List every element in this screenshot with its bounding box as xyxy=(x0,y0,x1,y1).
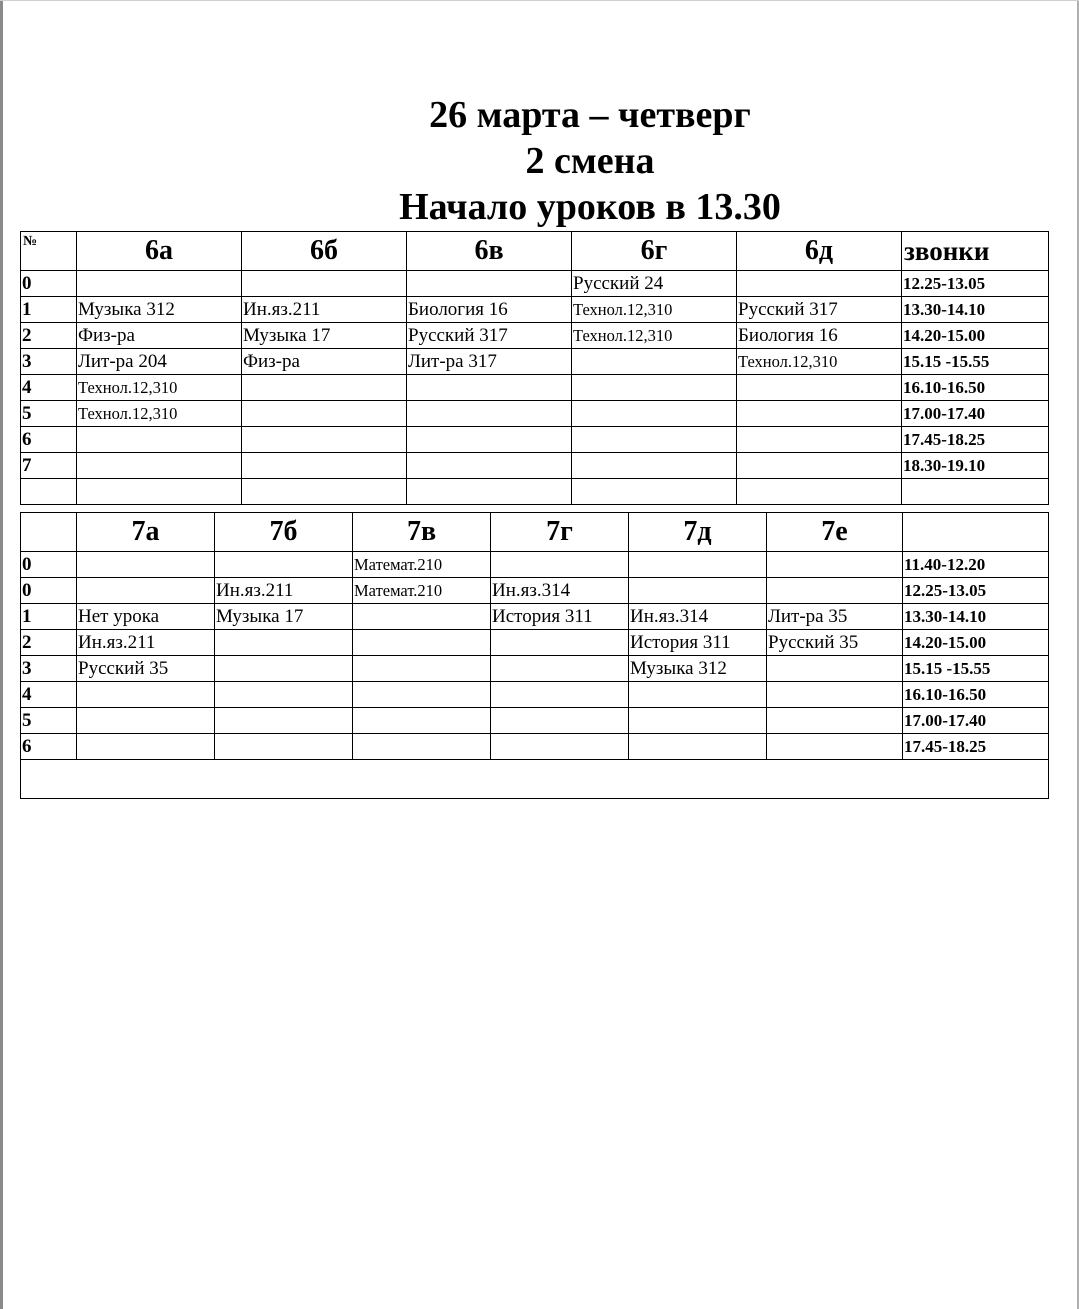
lesson-cell xyxy=(353,734,491,760)
lesson-number: 7 xyxy=(21,453,77,479)
bell-time: 18.30-19.10 xyxy=(902,453,1049,479)
table-row xyxy=(21,349,1049,375)
table-row xyxy=(21,427,1049,453)
lesson-number: 6 xyxy=(21,734,77,760)
lesson-cell xyxy=(215,630,353,656)
lesson-cell: Ин.яз.314 xyxy=(491,578,629,604)
lesson-cell xyxy=(407,427,572,453)
start-time-title: Начало уроков в 13.30 xyxy=(399,186,781,228)
class-header: 6б xyxy=(242,232,407,271)
bell-time: 15.15 -15.55 xyxy=(903,656,1049,682)
lesson-cell xyxy=(77,552,215,578)
table-row xyxy=(21,656,1049,682)
empty-cell xyxy=(572,479,737,505)
lesson-cell: Русский 317 xyxy=(737,297,902,323)
table-row xyxy=(21,578,1049,604)
lesson-cell xyxy=(242,375,407,401)
lesson-cell xyxy=(77,427,242,453)
table-row xyxy=(21,297,1049,323)
lesson-cell: Нет урока xyxy=(77,604,215,630)
table-row xyxy=(21,453,1049,479)
lesson-number: 5 xyxy=(21,708,77,734)
grade6-body xyxy=(21,232,1049,505)
table-row xyxy=(21,271,1049,297)
bell-time: 13.30-14.10 xyxy=(902,297,1049,323)
empty-row xyxy=(21,479,1049,505)
lesson-cell: Физ-ра xyxy=(77,323,242,349)
empty-cell xyxy=(77,479,242,505)
bell-time: 17.45-18.25 xyxy=(903,734,1049,760)
lesson-cell xyxy=(737,401,902,427)
lesson-cell xyxy=(737,271,902,297)
lesson-cell: Технол.12,310 xyxy=(77,401,242,427)
lesson-cell xyxy=(491,682,629,708)
empty-cell xyxy=(242,479,407,505)
table-row xyxy=(21,401,1049,427)
lesson-cell: Биология 16 xyxy=(407,297,572,323)
lesson-cell xyxy=(353,682,491,708)
class-header: 7а xyxy=(77,513,215,552)
lesson-cell: Ин.яз.211 xyxy=(77,630,215,656)
lesson-cell xyxy=(629,682,767,708)
lesson-cell xyxy=(572,453,737,479)
class-header: 7б xyxy=(215,513,353,552)
lesson-cell xyxy=(491,708,629,734)
lesson-cell xyxy=(242,271,407,297)
lesson-cell: Технол.12,310 xyxy=(572,323,737,349)
class-header: 7в xyxy=(353,513,491,552)
lesson-cell xyxy=(767,552,903,578)
empty-cell xyxy=(21,479,77,505)
bell-time: 16.10-16.50 xyxy=(903,682,1049,708)
lesson-cell: Русский 24 xyxy=(572,271,737,297)
schedule-title xyxy=(0,92,1079,230)
lesson-cell xyxy=(491,630,629,656)
lesson-cell xyxy=(767,682,903,708)
lesson-number: 0 xyxy=(21,552,77,578)
class-header: 6а xyxy=(77,232,242,271)
lesson-cell xyxy=(407,453,572,479)
lesson-cell xyxy=(353,656,491,682)
lesson-cell xyxy=(629,734,767,760)
empty-cell xyxy=(737,479,902,505)
grade7-body xyxy=(21,513,1049,799)
lesson-cell: Технол.12,310 xyxy=(737,349,902,375)
bell-time: 11.40-12.20 xyxy=(903,552,1049,578)
lesson-cell: Лит-ра 204 xyxy=(77,349,242,375)
lesson-cell xyxy=(215,682,353,708)
page-edge xyxy=(0,0,1079,1)
lesson-cell xyxy=(767,734,903,760)
lesson-cell xyxy=(215,708,353,734)
lesson-cell: Ин.яз.211 xyxy=(242,297,407,323)
lesson-number: 5 xyxy=(21,401,77,427)
lesson-cell: Музыка 312 xyxy=(629,656,767,682)
lesson-cell xyxy=(77,708,215,734)
grade6-schedule-table xyxy=(20,231,1049,505)
lesson-cell xyxy=(242,453,407,479)
empty-cell xyxy=(902,479,1049,505)
lesson-cell xyxy=(353,630,491,656)
bell-time: 16.10-16.50 xyxy=(902,375,1049,401)
class-header: 6г xyxy=(572,232,737,271)
lesson-number: 6 xyxy=(21,427,77,453)
lesson-cell: Биология 16 xyxy=(737,323,902,349)
number-column-header: № xyxy=(21,232,77,271)
lesson-cell xyxy=(491,734,629,760)
lesson-number: 4 xyxy=(21,682,77,708)
lesson-cell xyxy=(77,271,242,297)
lesson-cell xyxy=(77,682,215,708)
lesson-cell xyxy=(767,708,903,734)
lesson-cell: Русский 35 xyxy=(77,656,215,682)
lesson-cell: Музыка 17 xyxy=(215,604,353,630)
lesson-cell xyxy=(629,552,767,578)
lesson-cell xyxy=(407,271,572,297)
lesson-cell xyxy=(491,552,629,578)
lesson-cell xyxy=(77,734,215,760)
shift-title: 2 смена xyxy=(525,140,655,182)
lesson-cell xyxy=(629,708,767,734)
bells-column-header: звонки xyxy=(902,232,1049,271)
empty-row xyxy=(21,760,1049,799)
lesson-cell: Технол.12,310 xyxy=(572,297,737,323)
lesson-cell xyxy=(242,401,407,427)
class-header: 6д xyxy=(737,232,902,271)
lesson-cell xyxy=(215,552,353,578)
class-header: 7е xyxy=(767,513,903,552)
table-row xyxy=(21,552,1049,578)
empty-cell xyxy=(21,760,1049,799)
lesson-number: 0 xyxy=(21,271,77,297)
lesson-cell: Лит-ра 317 xyxy=(407,349,572,375)
lesson-cell xyxy=(767,578,903,604)
table-row xyxy=(21,682,1049,708)
lesson-cell xyxy=(572,375,737,401)
lesson-cell xyxy=(77,453,242,479)
table-row xyxy=(21,630,1049,656)
bells-column-header xyxy=(903,513,1049,552)
class-header: 7д xyxy=(629,513,767,552)
lesson-cell xyxy=(737,453,902,479)
grade7-schedule-table xyxy=(20,512,1049,799)
lesson-cell: Математ.210 xyxy=(353,578,491,604)
lesson-cell xyxy=(767,656,903,682)
lesson-number: 1 xyxy=(21,297,77,323)
table-row xyxy=(21,604,1049,630)
lesson-cell: Ин.яз.314 xyxy=(629,604,767,630)
lesson-cell: Ин.яз.211 xyxy=(215,578,353,604)
grade7-header-row xyxy=(21,513,1049,552)
lesson-cell xyxy=(407,375,572,401)
lesson-cell: Технол.12,310 xyxy=(77,375,242,401)
number-column-header xyxy=(21,513,77,552)
empty-cell xyxy=(407,479,572,505)
lesson-number: 2 xyxy=(21,323,77,349)
bell-time: 15.15 -15.55 xyxy=(902,349,1049,375)
lesson-cell xyxy=(215,734,353,760)
lesson-number: 0 xyxy=(21,578,77,604)
lesson-cell xyxy=(407,401,572,427)
lesson-cell xyxy=(572,401,737,427)
lesson-cell xyxy=(629,578,767,604)
lesson-cell xyxy=(572,427,737,453)
table-row xyxy=(21,734,1049,760)
lesson-cell xyxy=(737,427,902,453)
bell-time: 14.20-15.00 xyxy=(903,630,1049,656)
class-header: 6в xyxy=(407,232,572,271)
bell-time: 12.25-13.05 xyxy=(902,271,1049,297)
table-row xyxy=(21,375,1049,401)
lesson-number: 1 xyxy=(21,604,77,630)
lesson-cell xyxy=(353,708,491,734)
lesson-number: 2 xyxy=(21,630,77,656)
lesson-cell xyxy=(737,375,902,401)
bell-time: 13.30-14.10 xyxy=(903,604,1049,630)
lesson-cell: Лит-ра 35 xyxy=(767,604,903,630)
bell-time: 17.45-18.25 xyxy=(902,427,1049,453)
grade6-header-row xyxy=(21,232,1049,271)
lesson-number: 4 xyxy=(21,375,77,401)
lesson-cell xyxy=(491,656,629,682)
bell-time: 14.20-15.00 xyxy=(902,323,1049,349)
lesson-cell: История 311 xyxy=(629,630,767,656)
lesson-number: 3 xyxy=(21,349,77,375)
table-row xyxy=(21,323,1049,349)
class-header: 7г xyxy=(491,513,629,552)
lesson-cell: Русский 317 xyxy=(407,323,572,349)
lesson-cell: Музыка 312 xyxy=(77,297,242,323)
lesson-cell: Физ-ра xyxy=(242,349,407,375)
lesson-cell xyxy=(215,656,353,682)
lesson-cell xyxy=(353,604,491,630)
bell-time: 12.25-13.05 xyxy=(903,578,1049,604)
lesson-cell: Русский 35 xyxy=(767,630,903,656)
lesson-cell xyxy=(572,349,737,375)
bell-time: 17.00-17.40 xyxy=(902,401,1049,427)
bell-time: 17.00-17.40 xyxy=(903,708,1049,734)
date-title: 26 марта – четверг xyxy=(429,94,751,136)
lesson-cell: Математ.210 xyxy=(353,552,491,578)
lesson-number: 3 xyxy=(21,656,77,682)
lesson-cell xyxy=(77,578,215,604)
lesson-cell: История 311 xyxy=(491,604,629,630)
lesson-cell: Музыка 17 xyxy=(242,323,407,349)
table-row xyxy=(21,708,1049,734)
lesson-cell xyxy=(242,427,407,453)
